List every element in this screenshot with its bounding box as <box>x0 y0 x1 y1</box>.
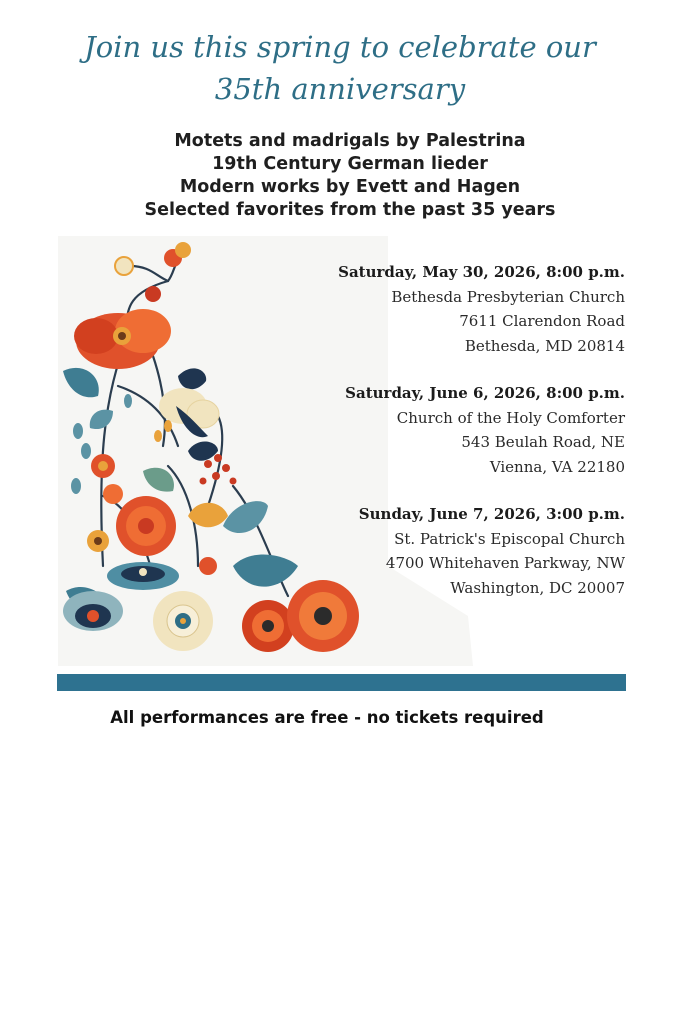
program-item: Motets and madrigals by Palestrina <box>174 131 526 151</box>
program-item: 19th Century German lieder <box>212 154 488 174</box>
event-date: Saturday, June 6, 2026, 8:00 p.m. <box>345 384 625 402</box>
event-2 <box>325 381 625 479</box>
program-list <box>0 130 680 222</box>
headline-line-1: Join us this spring to celebrate our <box>84 30 596 64</box>
footer-note: All performances are free - no tickets required <box>110 708 544 727</box>
event-3 <box>325 502 625 600</box>
event-city: Washington, DC 20007 <box>450 578 625 597</box>
program-item: Selected favorites from the past 35 years <box>144 200 556 220</box>
divider-bar <box>57 674 626 691</box>
event-street: 543 Beulah Road, NE <box>461 433 625 451</box>
event-city: Vienna, VA 22180 <box>489 457 625 476</box>
event-street: 4700 Whitehaven Parkway, NW <box>385 554 625 572</box>
event-venue: Bethesda Presbyterian Church <box>391 287 625 306</box>
event-date: Sunday, June 7, 2026, 3:00 p.m. <box>358 505 625 523</box>
headline <box>0 26 680 110</box>
event-venue: Church of the Holy Comforter <box>396 408 625 427</box>
headline-line-2: 35th anniversary <box>214 72 466 106</box>
event-street: 7611 Clarendon Road <box>459 312 625 330</box>
event-venue: St. Patrick's Episcopal Church <box>394 529 625 548</box>
event-1 <box>325 260 625 358</box>
program-item: Modern works by Evett and Hagen <box>179 177 521 197</box>
event-date: Saturday, May 30, 2026, 8:00 p.m. <box>338 263 625 281</box>
event-city: Bethesda, MD 20814 <box>464 336 625 355</box>
event-schedule <box>325 260 625 623</box>
